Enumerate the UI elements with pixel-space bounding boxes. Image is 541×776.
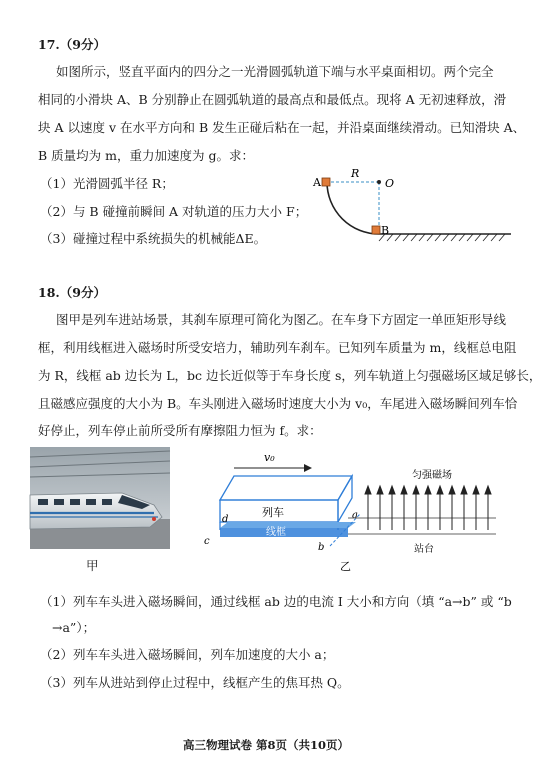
- label-a: a: [352, 510, 358, 521]
- q18-sub-3: （3）列车从进站到停止过程中，线框产生的焦耳热 Q。: [40, 675, 350, 690]
- block-B: [372, 226, 380, 234]
- q18-line-5: 好停止，列车停止前所受所有摩擦阻力恒为 f。求：: [38, 423, 322, 438]
- label-platform: 站台: [414, 544, 434, 555]
- q17-label-R: R: [351, 167, 360, 180]
- q18-line-2: 框，利用线框进入磁场时所受安培力，辅助列车刹车。已知列车质量为 m，线框总电阻: [38, 340, 517, 355]
- q18-sub-1-cont: →a”）；: [52, 620, 96, 635]
- q18-header: 18.（9分）: [38, 285, 106, 300]
- q18-schematic: [200, 448, 510, 576]
- q17-figure: [315, 166, 515, 250]
- q18-line-3: 为 R，线框 ab 边长为 L，bc 边长近似等于车身长度 s，列车轨道上匀强磁场区域足够长，: [38, 368, 541, 383]
- q17-label-B: B: [381, 224, 390, 237]
- q17-header: 17.（9分）: [38, 37, 106, 52]
- fig-right-caption: 乙: [340, 560, 351, 573]
- q17-sub-3: （3）碰撞过程中系统损失的机械能ΔE。: [40, 231, 267, 246]
- q17-line-1: 如图所示，竖直平面内的四分之一光滑圆弧轨道下端与水平桌面相切。两个完全: [56, 64, 494, 79]
- label-v0: v₀: [264, 451, 275, 464]
- q17-label-A: A: [313, 176, 321, 189]
- label-field: 匀强磁场: [412, 470, 452, 481]
- label-train: 列车: [262, 506, 284, 519]
- q17-label-O: O: [385, 177, 395, 190]
- q17-line-4: B 质量均为 m，重力加速度为 g。求：: [38, 148, 254, 163]
- train-photo: [30, 447, 170, 549]
- q17-sub-1: （1）光滑圆弧半径 R；: [40, 176, 174, 191]
- label-c: c: [204, 536, 210, 547]
- q17-line-3: 块 A 以速度 v 在水平方向和 B 发生正碰后粘在一起，并沿桌面继续滑动。已知滑块 A、: [38, 120, 526, 135]
- page-footer: 高三物理试卷 第8页（共10页）: [182, 738, 349, 752]
- label-b: b: [318, 542, 325, 553]
- label-frame: 线框: [266, 527, 286, 538]
- q17-sub-2: （2）与 B 碰撞前瞬间 A 对轨道的压力大小 F；: [40, 204, 308, 219]
- q18-line-1: 图甲是列车进站场景，其刹车原理可简化为图乙。在车身下方固定一单匝矩形导线: [56, 312, 507, 327]
- q18-sub-1: （1）列车车头进入磁场瞬间，通过线框 ab 边的电流 I 大小和方向（填 “a→b” 或 “b: [40, 594, 512, 609]
- fig-left-caption: 甲: [86, 558, 99, 573]
- q18-line-4: 且磁感应强度的大小为 B。车头刚进入磁场时速度大小为 v₀，车尾进入磁场瞬间列车恰: [38, 396, 518, 411]
- block-A: [322, 178, 330, 186]
- q17-line-2: 相同的小滑块 A、B 分别静止在圆弧轨道的最高点和最低点。现将 A 无初速释放，滑: [38, 92, 507, 107]
- label-d: d: [222, 514, 229, 525]
- q18-sub-2: （2）列车车头进入磁场瞬间，列车加速度的大小 a；: [40, 647, 335, 662]
